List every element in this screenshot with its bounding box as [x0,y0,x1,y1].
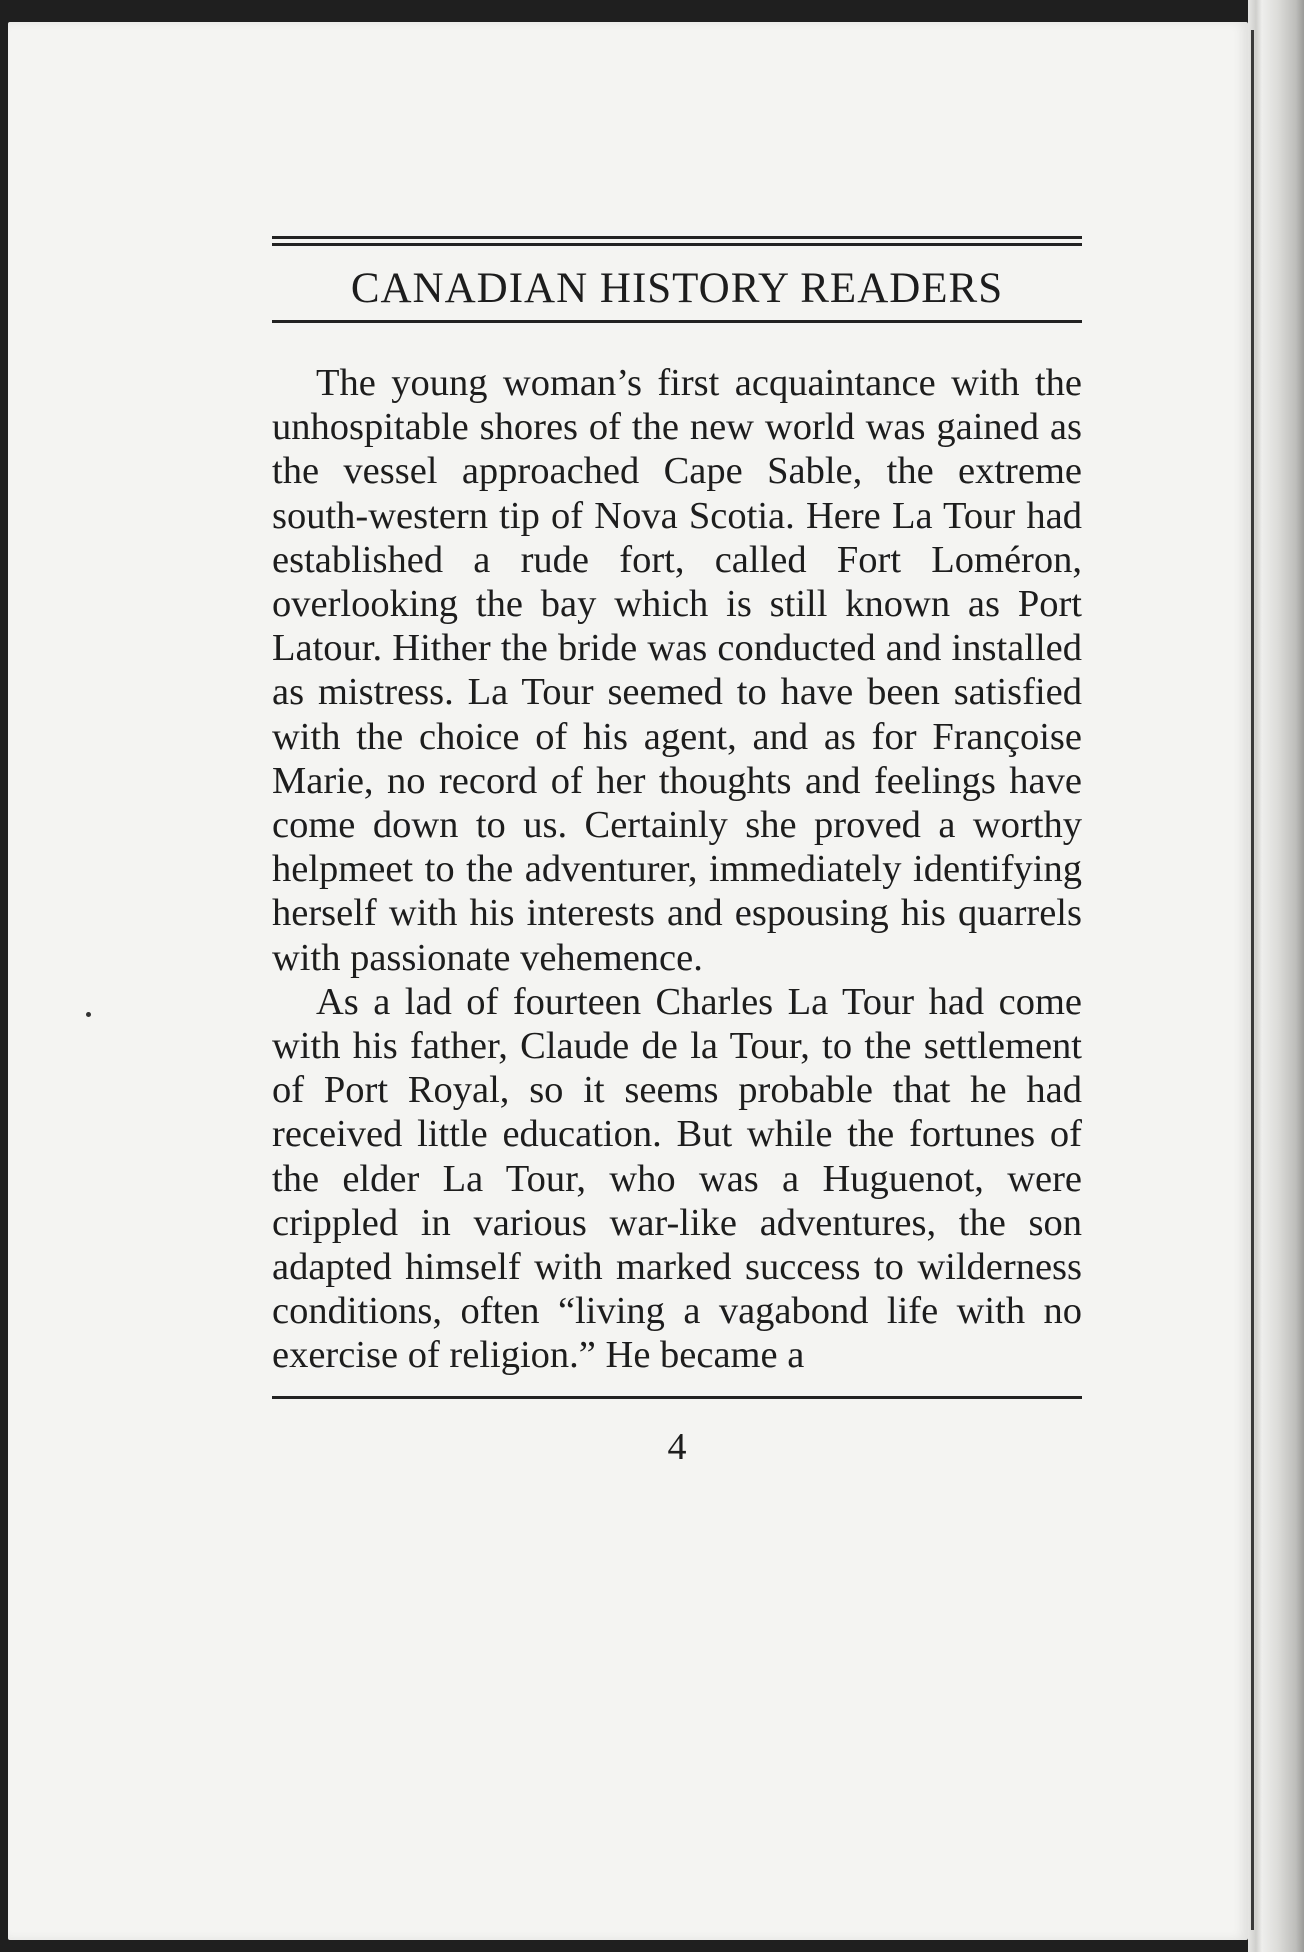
page-text-block [272,236,1082,1469]
header-double-rule [272,236,1082,246]
paragraph-2: As a lad of fourteen Charles La Tour had come with his father, Claude de la Tour, to the settlement of Port Royal, so it seems probable that he had received little education. But while the fortunes of the elder La Tour, who was a Huguenot, were crippled in various war-like adventures, the son adapted himself with marked success to wilderness conditions, often “living a vagabond life with no exercise of religion.” He became a [272,980,1082,1377]
running-head: CANADIAN HISTORY READERS [272,264,1082,323]
paragraph-1: The young woman’s first acquaintance with the unhospitable shores of the new world was gained as the vessel approached Cape Sable, the extreme south-western tip of Nova Scotia. Here La Tour had established a rude fort, called Fort Loméron, overlooking the bay which is still known as Port Latour. Hither the bride was conducted and installed as mistress. La Tour seemed to have been satisfied with the choice of his agent, and as for Françoise Marie, no record of her thoughts and feelings have come down to us. Certainly she proved a worthy helpmeet to the adventurer, immediately identifying herself with his interests and espousing his quarrels with passionate vehemence. [272,362,1082,979]
book-spine-edge [1248,0,1304,1952]
page-number: 4 [667,1425,687,1468]
scan-speck [86,1012,91,1017]
page-edge-shadow [1251,30,1254,1930]
footer-rule [272,1396,1082,1399]
body-text [272,361,1082,1378]
